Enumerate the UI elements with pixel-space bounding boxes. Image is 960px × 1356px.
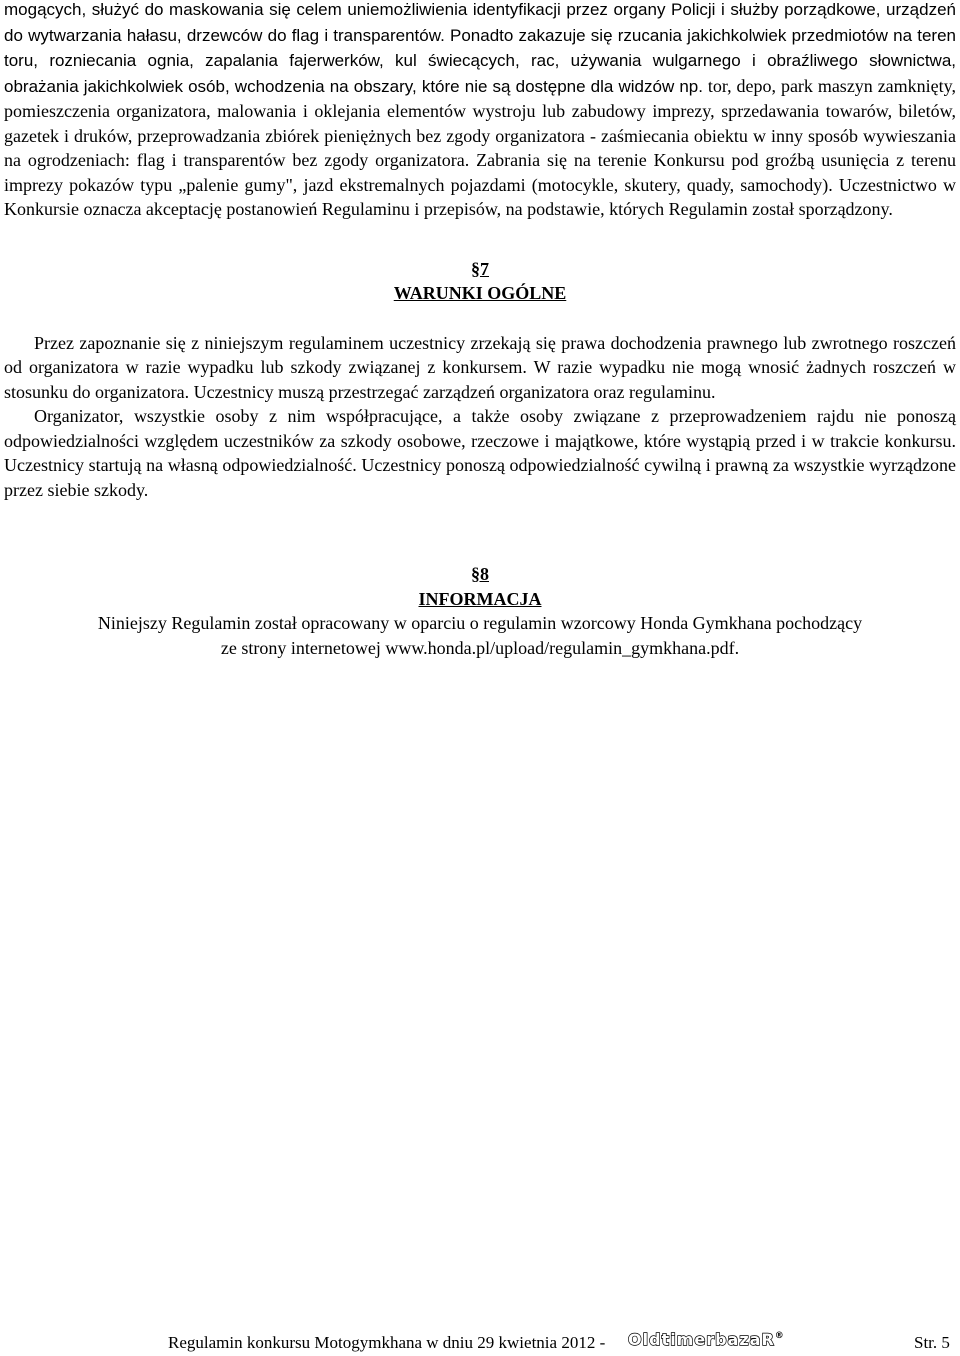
section-8-heading xyxy=(4,587,956,612)
section-7-number xyxy=(4,257,956,282)
footer-text: Regulamin konkursu Motogymkhana w dniu 29 kwietnia 2012 - xyxy=(168,1333,606,1352)
oldtimerbazar-logo xyxy=(628,1330,785,1349)
registered-mark: ® xyxy=(774,1331,785,1341)
logo-text: OldtimerbazaR xyxy=(628,1330,775,1349)
document-page xyxy=(4,0,956,660)
section-7-paragraph-2: Organizator, wszystkie osoby z nim współpracujące, a także osoby związane z przeprowadzeniem rajdu nie ponoszą odpowiedzialności względem uczestników za szkody osobowe, rzeczowe i majątkowe, które wystąpią przed i w trakcie konkursu. Uczestnicy startują na własną odpowiedzialność. Uczestnicy ponoszą odpowiedzialność cywilną i prawną za wszystkie wyrządzone przez siebie szkody. xyxy=(4,406,956,500)
section-8-line-2: ze strony internetowej www.honda.pl/upload/regulamin_gymkhana.pdf. xyxy=(220,637,740,658)
page-footer xyxy=(0,1330,960,1356)
intro-text-serif: tor, depo, park maszyn zamknięty, pomieszczenia organizatora, malowania i oklejania elementów wystroju lub zabudowy imprezy, sprzedawania towarów, biletów, gazetek i druków, przeprowadzania zbiórek pieniężnych bez zgody organizatora - zaśmiecania obiektu w inny sposób wywieszania na ogrodzeniach: flag i transparentów bez zgody organizatora. Zabrania się na terenie Konkursu pod groźbą usunięcia z terenu imprezy pokazów typu „palenie gumy", jazd ekstremalnych pojazdami (motocykle, skutery, quady, samochody). Uczestnictwo w Konkursie oznacza akceptację postanowień Regulaminu i przepisów, na podstawie, których Regulamin został sporządzony. xyxy=(4,75,956,219)
section-7-heading xyxy=(4,281,956,306)
section-8-line-1: Niniejszy Regulamin został opracowany w oparciu o regulamin wzorcowy Honda Gymkhana pochodzący xyxy=(97,613,863,633)
intro-text-sans: mogących, służyć do maskowania się celem uniemożliwienia identyfikacji przez organy Policji i służby porządkowe, urządzeń do wytwarzania hałasu, drzewców do flag i transparentów. Ponadto zakazuje się rzucania jakichkolwiek przedmiotów na teren toru, rozniecania ognia, zapalania fajerwerków, kul świecących, rac, używania wulgarnego i obraźliwego słownictwa, obrażania jakichkolwiek osób, wchodzenia na obszary, które nie są dostępne dla widzów np. xyxy=(4,0,956,96)
section-8-number xyxy=(4,562,956,587)
intro-paragraph xyxy=(4,0,956,222)
section-number: §7 xyxy=(471,258,489,279)
section-title: INFORMACJA xyxy=(418,588,542,609)
section-title: WARUNKI OGÓLNE xyxy=(393,283,567,303)
section-7-paragraph-1: Przez zapoznanie się z niniejszym regulaminem uczestnicy zrzekają się prawa dochodzenia prawnego lub zwrotnego roszczeń od organizatora w razie wypadku lub szkody związanej z konkursem. W razie wypadku nie mogą wnosić żadnych roszczeń w stosunku do organizatora. Uczestnicy muszą przestrzegać zarządzeń organizatora oraz regulaminu. xyxy=(4,332,956,402)
page-number: Str. 5 xyxy=(914,1333,950,1352)
section-number: §8 xyxy=(471,564,489,584)
